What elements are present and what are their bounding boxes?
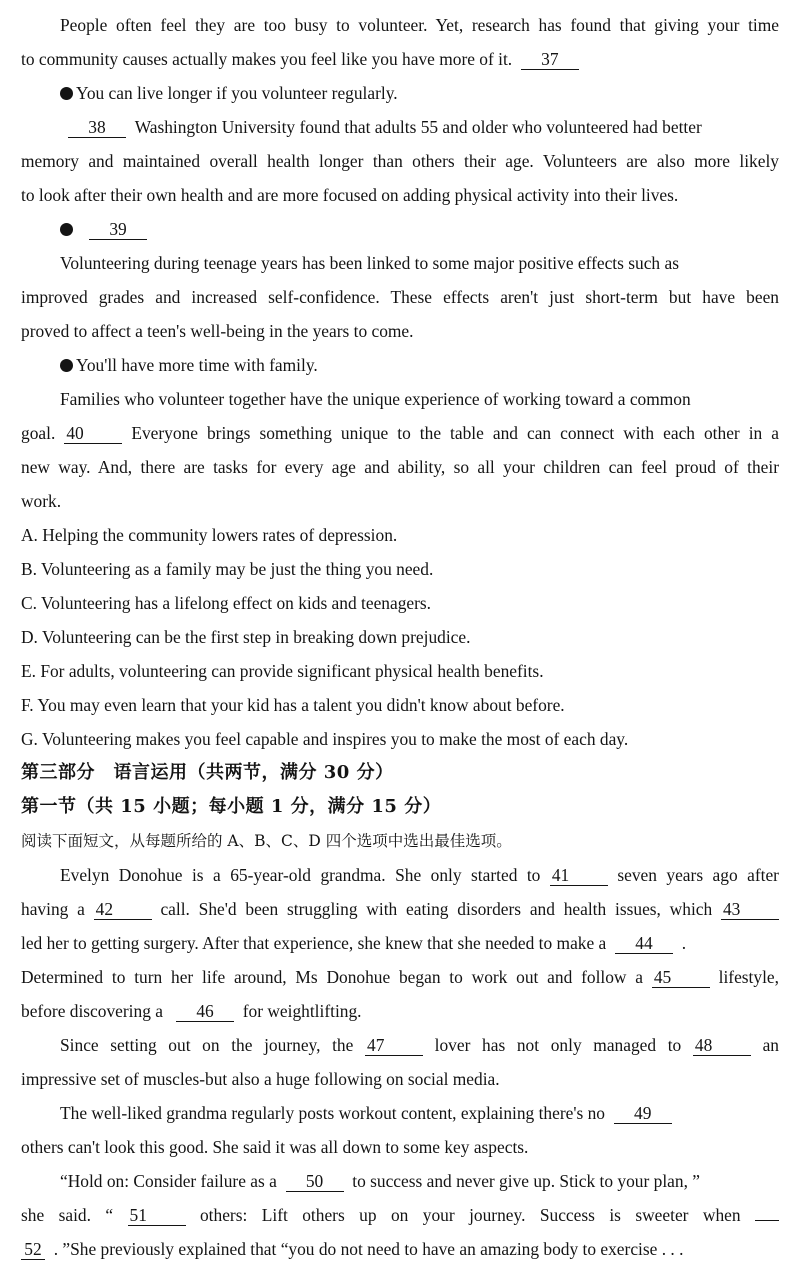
section-title: 第一节（共 15 小题；每小题 1 分，满分 15 分）	[21, 796, 442, 817]
blank-43: 43	[721, 899, 779, 920]
option-d: D. Volunteering can be the first step in breaking down prejudice.	[21, 627, 471, 647]
blank-47: 47	[365, 1035, 423, 1056]
blank-48: 48	[693, 1035, 751, 1056]
subheading-bullet-3: You'll have more time with family.	[0, 348, 793, 382]
cloze-line-7: impressive set of muscles-but also a huge following on social media.	[21, 1069, 500, 1089]
passage-line-1: People often feel they are too busy to volunteer. Yet, research has found that giving your time	[60, 15, 779, 35]
cloze-line-6: Since setting out on the journey, the 47 lover has not only managed to 48 an	[60, 1035, 779, 1055]
cloze-line-4: Determined to turn her life around, Ms Donohue began to work out and follow a 45 lifestyle,	[21, 967, 779, 987]
passage-line-15: work.	[21, 491, 62, 511]
blank-52: 52	[21, 1239, 45, 1260]
blank-38: 38	[68, 117, 126, 138]
blank-45: 45	[652, 967, 710, 988]
passage-line-2: to community causes actually makes you feel like you have more of it. 37	[0, 42, 793, 76]
passage-line-5: memory and maintained overall health longer than others their age. Volunteers are also more likely	[21, 151, 779, 171]
option-f: F. You may even learn that your kid has a talent you didn't know about before.	[21, 695, 565, 715]
blank-40: 40	[64, 423, 122, 444]
blank-51: 51	[128, 1205, 186, 1226]
cloze-line-9: others can't look this good. She said it was all down to some key aspects.	[21, 1137, 529, 1157]
option-b: B. Volunteering as a family may be just the thing you need.	[21, 559, 434, 579]
bullet-icon	[60, 87, 73, 100]
part-title: 第三部分 语言运用（共两节，满分 30 分）	[21, 762, 394, 783]
cloze-line-1: Evelyn Donohue is a 65-year-old grandma. She only started to 41 seven years ago after	[60, 865, 779, 885]
cloze-line-2: having a 42 call. She'd been struggling with eating disorders and health issues, which 43	[0, 892, 793, 926]
blank-49: 49	[614, 1103, 672, 1124]
blank-50: 50	[286, 1171, 344, 1192]
subheading-bullet-2	[0, 212, 793, 246]
cloze-line-12: 52 . ”She previously explained that “you do not need to have an amazing body to exercise . . .	[0, 1232, 793, 1266]
subheading-bullet-1: You can live longer if you volunteer regularly.	[0, 76, 793, 110]
passage-line-8: Volunteering during teenage years has been linked to some major positive effects such as	[60, 253, 679, 273]
blank-44: 44	[615, 933, 673, 954]
document-page	[0, 8, 793, 1266]
blank-39: 39	[89, 219, 147, 240]
cloze-line-11: she said. “ 51 others: Lift others up on your journey. Success is sweeter when	[0, 1198, 793, 1232]
passage-line-13: goal. 40 Everyone brings something unique to the table and can connect with each other in a	[21, 423, 779, 443]
blank-46: 46	[176, 1001, 234, 1022]
cloze-line-10: “Hold on: Consider failure as a 50 to success and never give up. Stick to your plan, ”	[60, 1171, 700, 1191]
passage-line-12: Families who volunteer together have the unique experience of working toward a common	[60, 389, 691, 409]
blank-42: 42	[94, 899, 152, 920]
passage-line-10: proved to affect a teen's well-being in the years to come.	[21, 321, 414, 341]
cloze-line-8: The well-liked grandma regularly posts workout content, explaining there's no 49	[0, 1096, 793, 1130]
cloze-line-3: led her to getting surgery. After that experience, she knew that she needed to make a 44 .	[21, 933, 687, 953]
option-a: A. Helping the community lowers rates of depression.	[21, 525, 398, 545]
option-g: G. Volunteering makes you feel capable and inspires you to make the most of each day.	[21, 729, 629, 749]
passage-line-4: 38 Washington University found that adults 55 and older who volunteered had better	[0, 110, 793, 144]
blank-52-start	[755, 1200, 779, 1221]
instruction: 阅读下面短文，从每题所给的 A、B、C、D 四个选项中选出最佳选项。	[21, 832, 512, 850]
option-e: E. For adults, volunteering can provide significant physical health benefits.	[21, 661, 544, 681]
bullet-icon	[60, 223, 73, 236]
bullet-icon	[60, 359, 73, 372]
option-c: C. Volunteering has a lifelong effect on kids and teenagers.	[21, 593, 432, 613]
passage-line-9: improved grades and increased self-confidence. These effects aren't just short-term but have been	[21, 287, 779, 307]
passage-line-14: new way. And, there are tasks for every age and ability, so all your children can feel proud of their	[21, 457, 779, 477]
cloze-line-5: before discovering a 46 for weightlifting.	[21, 1001, 362, 1021]
passage-line-6: to look after their own health and are more focused on adding physical activity into their lives.	[21, 185, 679, 205]
blank-41: 41	[550, 865, 608, 886]
blank-37: 37	[521, 49, 579, 70]
